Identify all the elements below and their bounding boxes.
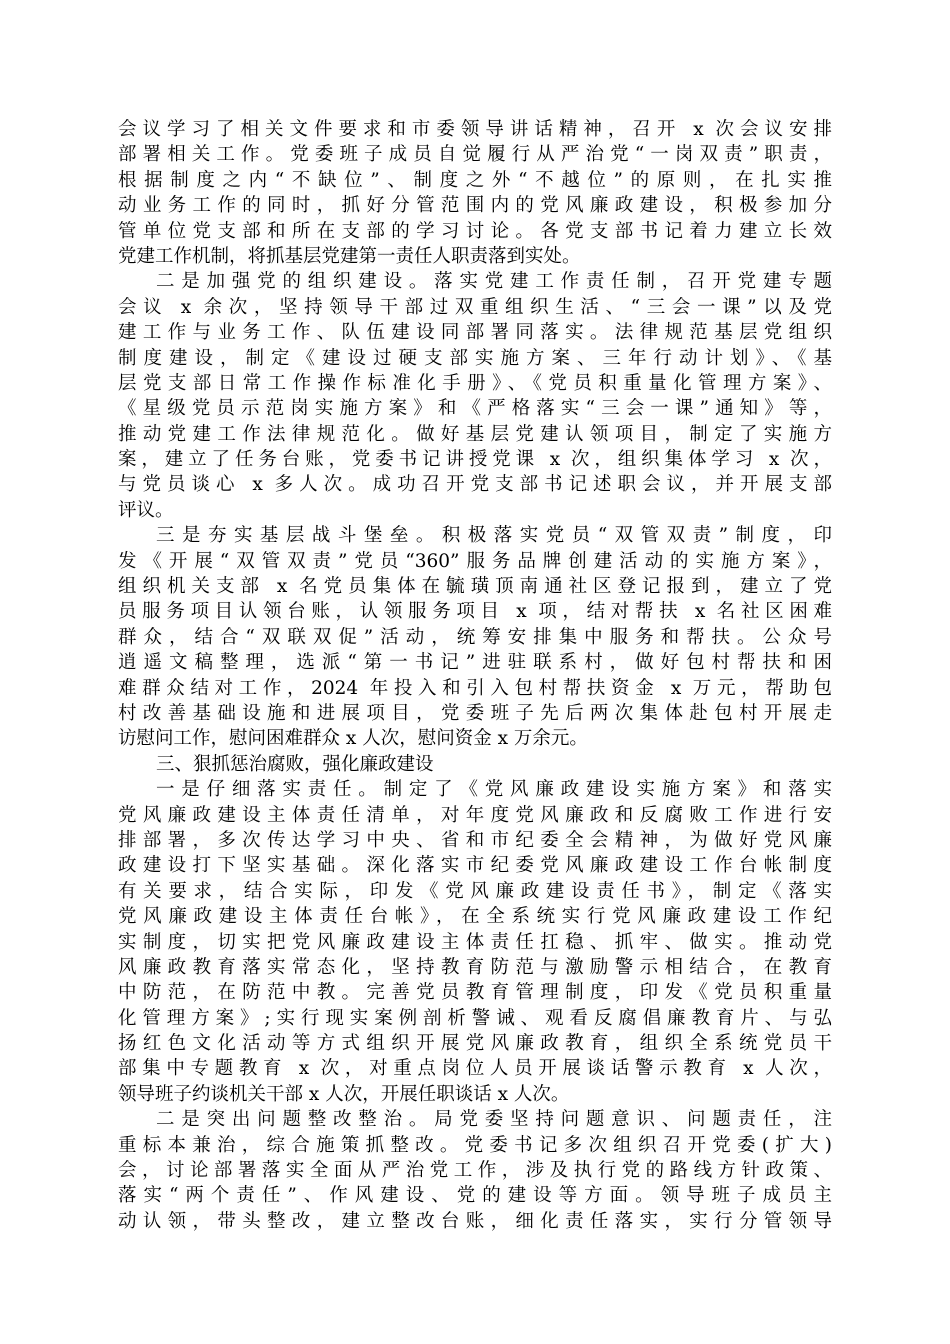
document-text-line: 扬红色文化活动等方式组织开展党风廉政教育，组织全系统党员干 bbox=[118, 1033, 832, 1055]
document-text-line: 排部署，多次传达学习中央、省和市纪委全会精神，为做好党风廉 bbox=[118, 829, 832, 851]
document-text-line: 发《开展“双管双责”党员“360”服务品牌创建活动的实施方案》， bbox=[118, 550, 832, 572]
document-text-line: 二是加强党的组织建设。落实党建工作责任制，召开党建专题 bbox=[156, 271, 832, 293]
document-text-line: 会议 x 余次，坚持领导干部过双重组织生活、“三会一课”以及党 bbox=[118, 296, 832, 318]
document-body-text bbox=[118, 117, 832, 1234]
document-text-line: 风廉政教育落实常态化，坚持教育防范与激励警示相结合，在教育 bbox=[118, 956, 832, 978]
document-text-line: 访慰问工作，慰问困难群众 x 人次，慰问资金 x 万余元。 bbox=[118, 728, 588, 750]
document-text-line: 群众，结合“双联双促”活动，统筹安排集中服务和帮扶。公众号 bbox=[118, 626, 832, 648]
document-text-line: 管单位党支部和所在支部的学习讨论。各党支部书记着力建立长效 bbox=[118, 220, 832, 242]
document-text-line: 部署相关工作。党委班子成员自觉履行从严治党“一岗双责”职责， bbox=[118, 144, 832, 166]
document-text-line: 领导班子约谈机关干部 x 人次，开展任职谈话 x 人次。 bbox=[118, 1083, 570, 1105]
document-text-line: 二是突出问题整改整治。局党委坚持问题意识、问题责任，注 bbox=[156, 1109, 832, 1131]
document-text-line: 逍遥文稿整理，选派“第一书记”进驻联系村，做好包村帮扶和困 bbox=[118, 652, 832, 674]
document-text-line: 会议学习了相关文件要求和市委领导讲话精神，召开 x 次会议安排 bbox=[118, 119, 832, 140]
document-text-line: 员服务项目认领台账，认领服务项目 x 项，结对帮扶 x 名社区困难 bbox=[118, 601, 832, 623]
document-text-line: 三、狠抓惩治腐败，强化廉政建设 bbox=[156, 753, 434, 775]
document-text-line: 一是仔细落实责任。制定了《党风廉政建设实施方案》和落实 bbox=[156, 779, 832, 801]
document-text-line: 建工作与业务工作、队伍建设同部署同落实。法律规范基层党组织 bbox=[118, 322, 832, 344]
document-text-line: 层党支部日常工作操作标准化手册》、《党员积重量化管理方案》、 bbox=[118, 372, 832, 394]
document-text-line: 推动党建工作法律规范化。做好基层党建认领项目，制定了实施方 bbox=[118, 423, 832, 445]
document-text-line: 落实“两个责任”、作风建设、党的建设等方面。领导班子成员主 bbox=[118, 1185, 832, 1207]
document-text-line: 难群众结对工作，2024 年投入和引入包村帮扶资金 x 万元，帮助包 bbox=[118, 677, 832, 699]
document-text-line: 化管理方案》;实行现实案例剖析警诫、观看反腐倡廉教育片、与弘 bbox=[118, 1007, 832, 1029]
document-text-line: 《星级党员示范岗实施方案》和《严格落实“三会一课”通知》等， bbox=[118, 398, 832, 420]
document-text-line: 三是夯实基层战斗堡垒。积极落实党员“双管双责”制度，印 bbox=[156, 525, 832, 547]
document-text-line: 评议。 bbox=[118, 499, 174, 521]
document-text-line: 组织机关支部 x 名党员集体在毓璜顶南通社区登记报到，建立了党 bbox=[118, 576, 832, 598]
document-text-line: 根据制度之内“不缺位”、制度之外“不越位”的原则，在扎实推 bbox=[118, 169, 832, 191]
document-text-line: 有关要求，结合实际，印发《党风廉政建设责任书》，制定《落实 bbox=[118, 880, 832, 902]
document-text-line: 党建工作机制，将抓基层党建第一责任人职责落到实处。 bbox=[118, 245, 581, 267]
document-text-line: 实制度，切实把党风廉政建设主体责任扛稳、抓牢、做实。推动党 bbox=[118, 931, 832, 953]
document-text-line: 党风廉政建设主体责任清单，对年度党风廉政和反腐败工作进行安 bbox=[118, 804, 832, 826]
document-text-line: 制度建设，制定《建设过硬支部实施方案、三年行动计划》、《基 bbox=[118, 347, 832, 369]
document-text-line: 动认领，带头整改，建立整改台账，细化责任落实，实行分管领导 bbox=[118, 1210, 832, 1232]
document-text-line: 村改善基础设施和进展项目，党委班子先后两次集体赴包村开展走 bbox=[118, 702, 832, 724]
document-text-line: 政建设打下坚实基础。深化落实市纪委党风廉政建设工作台帐制度 bbox=[118, 855, 832, 877]
document-text-line: 中防范，在防范中教。完善党员教育管理制度，印发《党员积重量 bbox=[118, 982, 832, 1004]
document-text-line: 案，建立了任务台账，党委书记讲授党课 x 次，组织集体学习 x 次， bbox=[118, 449, 832, 471]
document-text-line: 重标本兼治，综合施策抓整改。党委书记多次组织召开党委(扩大) bbox=[118, 1134, 832, 1156]
document-text-line: 与党员谈心 x 多人次。成功召开党支部书记述职会议，并开展支部 bbox=[118, 474, 832, 496]
document-text-line: 会，讨论部署落实全面从严治党工作，涉及执行党的路线方针政策、 bbox=[118, 1160, 832, 1182]
document-text-line: 部集中专题教育 x 次，对重点岗位人员开展谈话警示教育 x 人次， bbox=[118, 1058, 832, 1080]
document-text-line: 动业务工作的同时，抓好分管范围内的党风廉政建设，积极参加分 bbox=[118, 195, 832, 217]
document-text-line: 党风廉政建设主体责任台帐》，在全系统实行党风廉政建设工作纪 bbox=[118, 906, 832, 928]
